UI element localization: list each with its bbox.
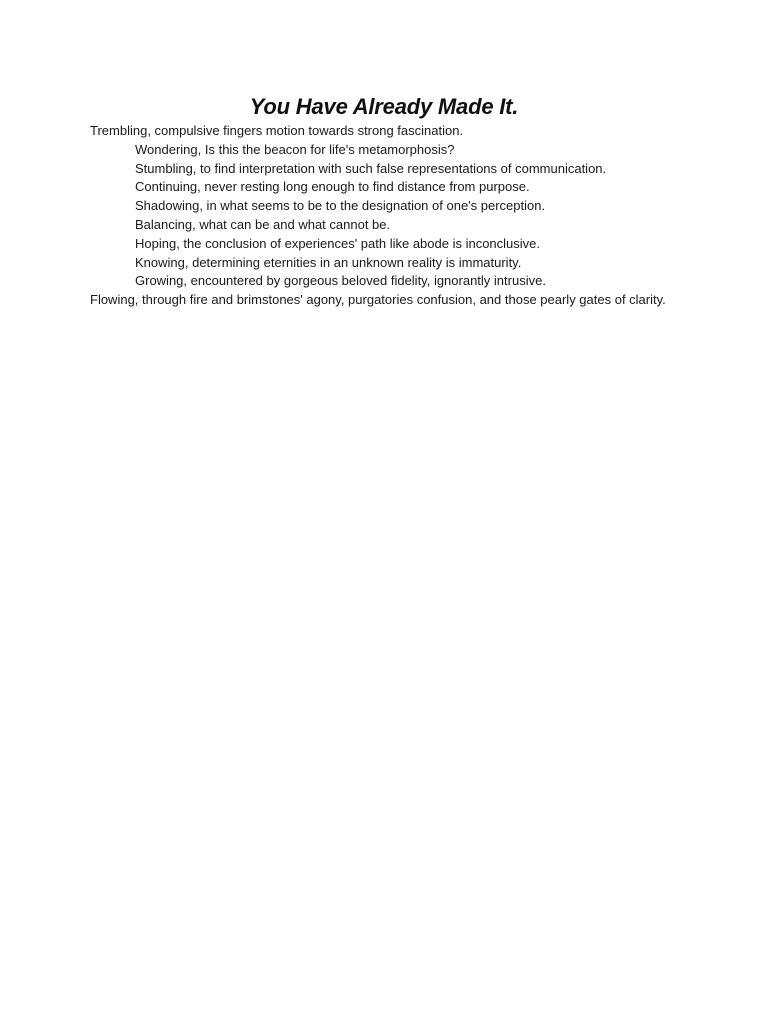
poem-line: Knowing, determining eternities in an unknown reality is immaturity. bbox=[135, 254, 522, 270]
poem-body bbox=[90, 122, 680, 310]
poem-line: Hoping, the conclusion of experiences' path like abode is inconclusive. bbox=[135, 235, 541, 251]
poem-line: Continuing, never resting long enough to find distance from purpose. bbox=[135, 179, 530, 195]
poem-line: Growing, encountered by gorgeous beloved fidelity, ignorantly intrusive. bbox=[135, 273, 546, 289]
document-title: You Have Already Made It. bbox=[249, 94, 519, 119]
poem-line: Flowing, through fire and brimstones' agony, purgatories confusion, and those pearly gates of clarity. bbox=[90, 292, 666, 308]
poem-line: Trembling, compulsive fingers motion towards strong fascination. bbox=[90, 123, 464, 138]
poem-line: Balancing, what can be and what cannot be. bbox=[135, 216, 391, 232]
poem-line: Shadowing, in what seems to be to the designation of one's perception. bbox=[135, 198, 546, 214]
poem-line: Wondering, Is this the beacon for life's metamorphosis? bbox=[135, 141, 455, 157]
poem-line: Stumbling, to find interpretation with such false representations of communication. bbox=[135, 160, 607, 176]
